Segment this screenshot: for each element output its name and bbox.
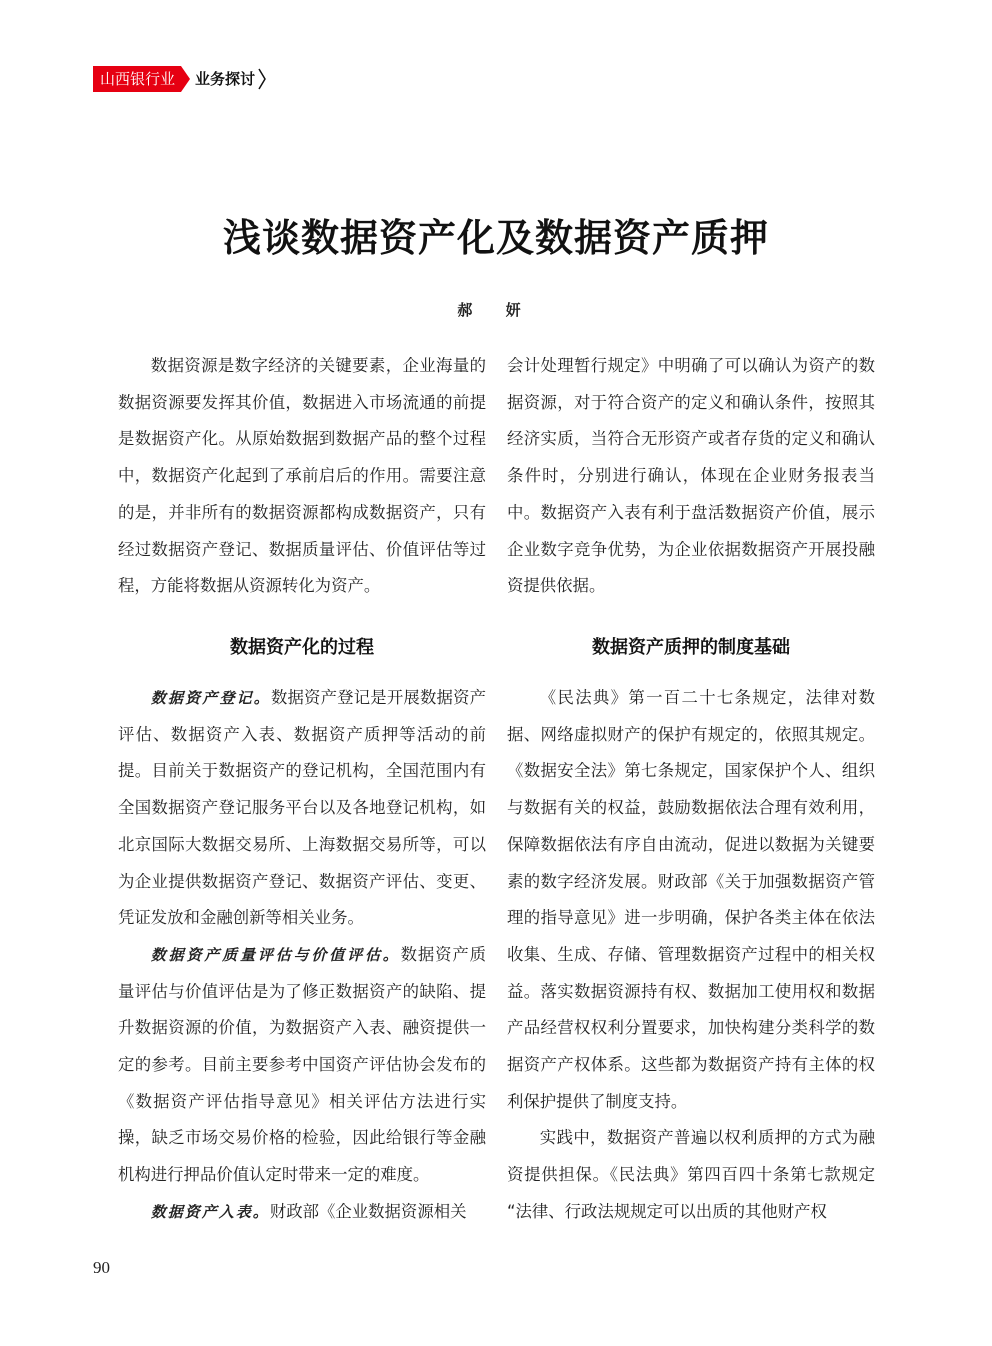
body-right-column [507,680,875,1231]
paragraph-balance-sheet-entry [118,1194,486,1231]
paragraph-text: 数据资产登记是开展数据资产评估、数据资产入表、数据资产质押等活动的前提。目前关于数据资产的登记机构，全国范围内有全国数据资产登记服务平台以及各地登记机构，如北京国际大数据交易所、上海数据交易所等，可以为企业提供数据资产登记、数据资产评估、变更、凭证发放和金融创新等相关业务。 [118,688,486,928]
paragraph-lead: 数据资产入表。 [150,1202,270,1221]
paragraph-quality-valuation [118,937,486,1194]
paragraph-text: 数据资产质量评估与价值评估是为了修正数据资产的缺陷、提升数据资源的价值，为数据资产入表、融资提供一定的参考。目前主要参考中国资产评估协会发布的《数据资产评估指导意见》相关评估方法进行实操，缺乏市场交易价格的检验，因此给银行等金融机构进行押品价值认定时带来一定的难度。 [118,944,486,1185]
paragraph-lead: 数据资产质量评估与价值评估。 [150,945,401,964]
paragraph-practice: 实践中，数据资产普遍以权利质押的方式为融资提供担保。《民法典》第四百四十条第七款规定 “法律、行政法规规定可以出质的其他财产权 [507,1128,875,1221]
section-heading-left: 数据资产化的过程 [230,637,374,658]
paragraph-data-asset-registration [118,680,486,937]
section-tag-red: 山西银行业 [93,66,181,92]
article-author: 郝 妍 [457,301,535,319]
intro-continuation-paragraph: 会计处理暂行规定》中明确了可以确认为资产的数据资源，对于符合资产的定义和确认条件，按照其经济实质，当符合无形资产或者存货的定义和确认条件时，分别进行确认，体现在企业财务报表当中。数据资产入表有利于盘活数据资产价值，展示企业数字竞争优势，为企业依据数据资产开展投融资提供依据。 [507,356,875,596]
paragraph-legal-basis: 《民法典》第一百二十七条规定，法律对数据、网络虚拟财产的保护有规定的，依照其规定。《数据安全法》第七条规定，国家保护个人、组织与数据有关的权益，鼓励数据依法合理有效利用，保障数据依法有序自由流动，促进以数据为关键要素的数字经济发展。财政部《关于加强数据资产管理的指导意见》进一步明确，保护各类主体在依法收集、生成、存储、管理数据资产过程中的相关权益。落实数据资源持有权、数据加工使用权和数据产品经营权权利分置要求，加快构建分类科学的数据资产产权体系。这些都为数据资产持有主体的权利保护提供了制度支持。 [507,688,875,1111]
body-left-column [118,680,486,1231]
paragraph-lead: 数据资产登记。 [150,689,271,707]
section-tag [93,66,267,92]
page-number: 90 [93,1258,110,1277]
chevron-right-icon [257,66,267,92]
intro-left-column [118,348,486,605]
paragraph-text: 财政部《企业数据资源相关 [269,1201,467,1221]
section-heading-right: 数据资产质押的制度基础 [592,637,790,658]
intro-paragraph: 数据资源是数字经济的关键要素，企业海量的数据资源要发挥其价值，数据进入市场流通的前提是数据资产化。从原始数据到数据产品的整个过程中，数据资产化起到了承前启后的作用。需要注意的是，并非所有的数据资源都构成数据资产，只有经过数据资产登记、数据质量评估、价值评估等过程，方能将数据从资源转化为资产。 [118,356,486,596]
article-title: 浅谈数据资产化及数据资产质押 [222,215,769,260]
section-tag-black: 业务探讨 [195,70,256,88]
intro-right-column [507,348,875,605]
